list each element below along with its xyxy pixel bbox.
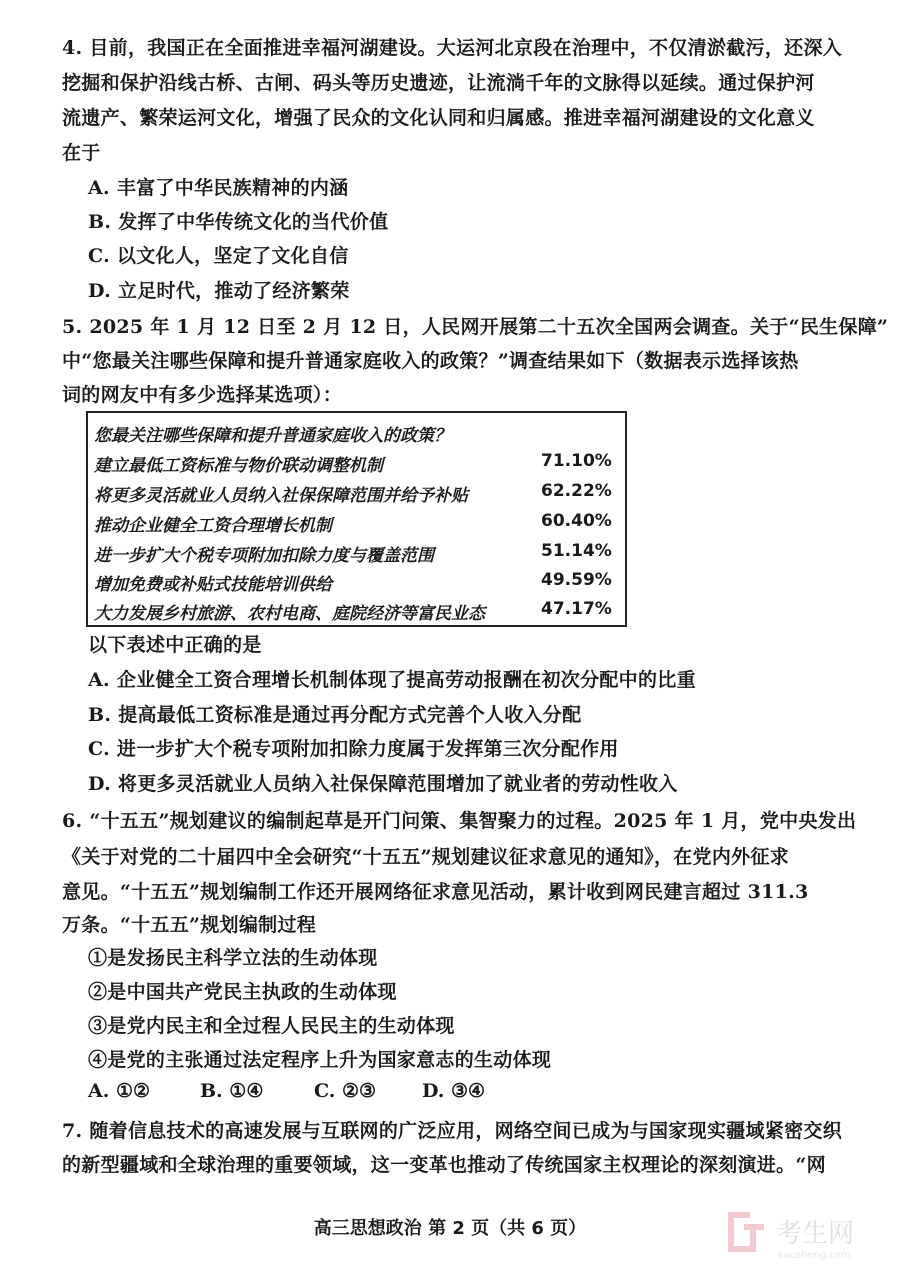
q5-stem-line-1: 5. 2025 年 1 月 12 日至 2 月 12 日，人民网开展第二十五次全国两会调查。关于“民生保障” bbox=[62, 316, 889, 338]
q7-stem-line-1: 7. 随着信息技术的高速发展与互联网的广泛应用，网络空间已成为与国家现实疆域紧密交织 bbox=[62, 1120, 843, 1142]
survey-percent: 62.22% bbox=[541, 481, 612, 501]
survey-percent: 71.10% bbox=[541, 451, 612, 471]
survey-item: 推动企业健全工资合理增长机制 bbox=[94, 516, 332, 536]
survey-item: 进一步扩大个税专项附加扣除力度与覆盖范围 bbox=[94, 546, 434, 566]
q5-stem-line-3: 词的网友中有多少选择某选项）： bbox=[62, 384, 343, 406]
watermark-text: 考生网 bbox=[776, 1219, 855, 1249]
q4-stem-line-3: 流遗产、繁荣运河文化，增强了民众的文化认同和归属感。推进幸福河湖建设的文化意义 bbox=[62, 107, 815, 129]
q4-stem-line-2: 挖掘和保护沿线古桥、古闸、码头等历史遗迹，让流淌千年的文脉得以延续。通过保护河 bbox=[62, 72, 815, 94]
q5-option-c: C. 进一步扩大个税专项附加扣除力度属于发挥第三次分配作用 bbox=[88, 738, 619, 760]
survey-title: 您最关注哪些保障和提升普通家庭收入的政策？ bbox=[94, 426, 451, 446]
survey-percent: 51.14% bbox=[541, 541, 612, 561]
watermark-subtext: kaosheng.com bbox=[778, 1250, 851, 1261]
q4-option-a: A. 丰富了中华民族精神的内涵 bbox=[88, 177, 349, 199]
q5-question: 以下表述中正确的是 bbox=[88, 634, 262, 656]
survey-row bbox=[94, 481, 612, 509]
q6-choice-b: B. ①④ bbox=[200, 1080, 264, 1102]
q4-option-d: D. 立足时代，推动了经济繁荣 bbox=[88, 280, 350, 302]
q4-option-c: C. 以文化人，坚定了文化自信 bbox=[88, 245, 349, 267]
q7-stem-line-2: 的新型疆域和全球治理的重要领域，这一变革也推动了传统国家主权理论的深刻演进。“网 bbox=[62, 1154, 826, 1176]
q6-stem-line-4: 万条。“十五五”规划编制过程 bbox=[62, 914, 317, 936]
survey-item: 建立最低工资标准与物价联动调整机制 bbox=[94, 456, 383, 476]
survey-percent: 47.17% bbox=[541, 599, 612, 619]
q6-choice-d: D. ③④ bbox=[422, 1080, 486, 1102]
survey-table bbox=[86, 411, 627, 627]
q4-stem-line-4: 在于 bbox=[62, 142, 101, 164]
q4-option-b: B. 发挥了中华传统文化的当代价值 bbox=[88, 211, 389, 233]
survey-percent: 60.40% bbox=[541, 511, 612, 531]
survey-row bbox=[94, 511, 612, 539]
q6-stem-line-3: 意见。“十五五”规划编制工作还开展网络征求意见活动，累计收到网民建言超过 311.3 bbox=[62, 881, 809, 903]
page-footer: 高三思想政治 第 2 页（共 6 页） bbox=[313, 1218, 587, 1239]
survey-item: 增加免费或补贴式技能培训供给 bbox=[94, 575, 332, 595]
q6-statement-4: ④是党的主张通过法定程序上升为国家意志的生动体现 bbox=[88, 1049, 552, 1071]
kaosheng-watermark-logo bbox=[724, 1204, 884, 1264]
q6-stem-line-2: 《关于对党的二十届四中全会研究“十五五”规划建议征求意见的通知》，在党内外征求 bbox=[62, 846, 790, 868]
q5-stem-line-2: 中“您最关注哪些保障和提升普通家庭收入的政策？”调查结果如下（数据表示选择该热 bbox=[62, 350, 799, 372]
survey-percent: 49.59% bbox=[541, 570, 612, 590]
survey-row bbox=[94, 599, 612, 627]
survey-item: 大力发展乡村旅游、农村电商、庭院经济等富民业态 bbox=[94, 604, 485, 624]
survey-row bbox=[94, 541, 612, 569]
q6-stem-line-1: 6. “十五五”规划建议的编制起草是开门问策、集智聚力的过程。2025 年 1 月，党中央发出 bbox=[62, 810, 857, 832]
q6-statement-3: ③是党内民主和全过程人民民主的生动体现 bbox=[88, 1015, 455, 1037]
q5-option-a: A. 企业健全工资合理增长机制体现了提高劳动报酬在初次分配中的比重 bbox=[88, 669, 696, 691]
q6-choice-c: C. ②③ bbox=[314, 1080, 377, 1102]
q5-option-d: D. 将更多灵活就业人员纳入社保保障范围增加了就业者的劳动性收入 bbox=[88, 773, 678, 795]
q6-choice-a: A. ①② bbox=[88, 1080, 151, 1102]
survey-row bbox=[94, 570, 612, 598]
q6-statement-2: ②是中国共产党民主执政的生动体现 bbox=[88, 981, 397, 1003]
survey-row bbox=[94, 451, 612, 479]
q5-option-b: B. 提高最低工资标准是通过再分配方式完善个人收入分配 bbox=[88, 704, 582, 726]
q4-stem-line-1: 4. 目前，我国正在全面推进幸福河湖建设。大运河北京段在治理中，不仅清淤截污，还深入 bbox=[62, 37, 843, 59]
q6-statement-1: ①是发扬民主科学立法的生动体现 bbox=[88, 947, 378, 969]
survey-item: 将更多灵活就业人员纳入社保保障范围并给予补贴 bbox=[94, 486, 468, 506]
